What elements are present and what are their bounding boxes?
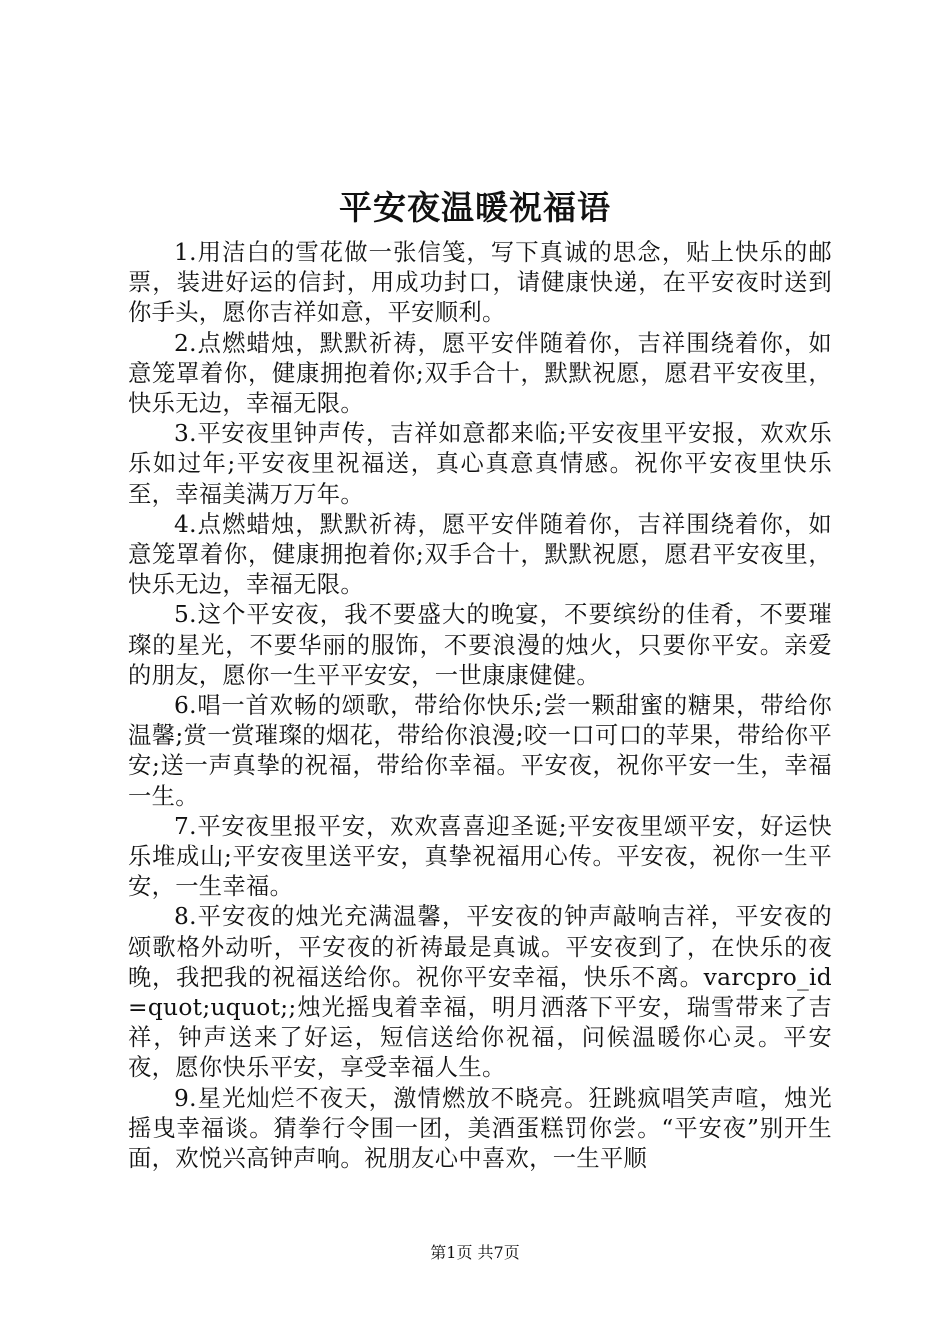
paragraph-8: 8.平安夜的烛光充满温馨，平安夜的钟声敲响吉祥，平安夜的颂歌格外动听，平安夜的祈祷最是真诚。平安夜到了，在快乐的夜晚，我把我的祝福送给你。祝你平安幸福，快乐不离。varcpro_id=quot;uquot;;烛光摇曳着幸福，明月洒落下平安，瑞雪带来了吉祥，钟声送来了好运，短信送给你祝福，问候温暖你心灵。平安夜，愿你快乐平安，享受幸福人生。	[128, 903, 832, 1082]
document-body	[128, 238, 832, 1174]
paragraph-5: 5.这个平安夜，我不要盛大的晚宴，不要缤纷的佳肴，不要璀璨的星光，不要华丽的服饰，不要浪漫的烛火，只要你平安。亲爱的朋友，愿你一生平平安安，一世康康健健。	[128, 601, 832, 689]
page-footer: 第1页 共7页	[430, 1243, 520, 1262]
document-title: 平安夜温暖祝福语	[339, 188, 611, 227]
paragraph-6: 6.唱一首欢畅的颂歌，带给你快乐;尝一颗甜蜜的糖果，带给你温馨;赏一赏璀璨的烟花，带给你浪漫;咬一口可口的苹果，带给你平安;送一声真挚的祝福，带给你幸福。平安夜，祝你平安一生，幸福一生。	[128, 692, 832, 810]
paragraph-2: 2.点燃蜡烛，默默祈祷，愿平安伴随着你，吉祥围绕着你，如意笼罩着你，健康拥抱着你;双手合十，默默祝愿，愿君平安夜里，快乐无边，幸福无限。	[128, 329, 832, 418]
paragraph-9: 9.星光灿烂不夜天，激情燃放不晓亮。狂跳疯唱笑声喧，烛光摇曳幸福谈。猜拳行令围一团，美酒蛋糕罚你尝。“平安夜”别开生面，欢悦兴高钟声响。祝朋友心中喜欢，一生平顺	[128, 1084, 832, 1173]
paragraph-1: 1.用洁白的雪花做一张信笺，写下真诚的思念，贴上快乐的邮票，装进好运的信封，用成功封口，请健康快递，在平安夜时送到你手头，愿你吉祥如意，平安顺利。	[128, 239, 832, 327]
paragraph-3: 3.平安夜里钟声传，吉祥如意都来临;平安夜里平安报，欢欢乐乐如过年;平安夜里祝福送，真心真意真情感。祝你平安夜里快乐至，幸福美满万万年。	[128, 420, 832, 508]
paragraph-4: 4.点燃蜡烛，默默祈祷，愿平安伴随着你，吉祥围绕着你，如意笼罩着你，健康拥抱着你;双手合十，默默祝愿，愿君平安夜里，快乐无边，幸福无限。	[128, 510, 832, 599]
paragraph-7: 7.平安夜里报平安，欢欢喜喜迎圣诞;平安夜里颂平安，好运快乐堆成山;平安夜里送平安，真挚祝福用心传。平安夜，祝你一生平安，一生幸福。	[128, 812, 832, 901]
